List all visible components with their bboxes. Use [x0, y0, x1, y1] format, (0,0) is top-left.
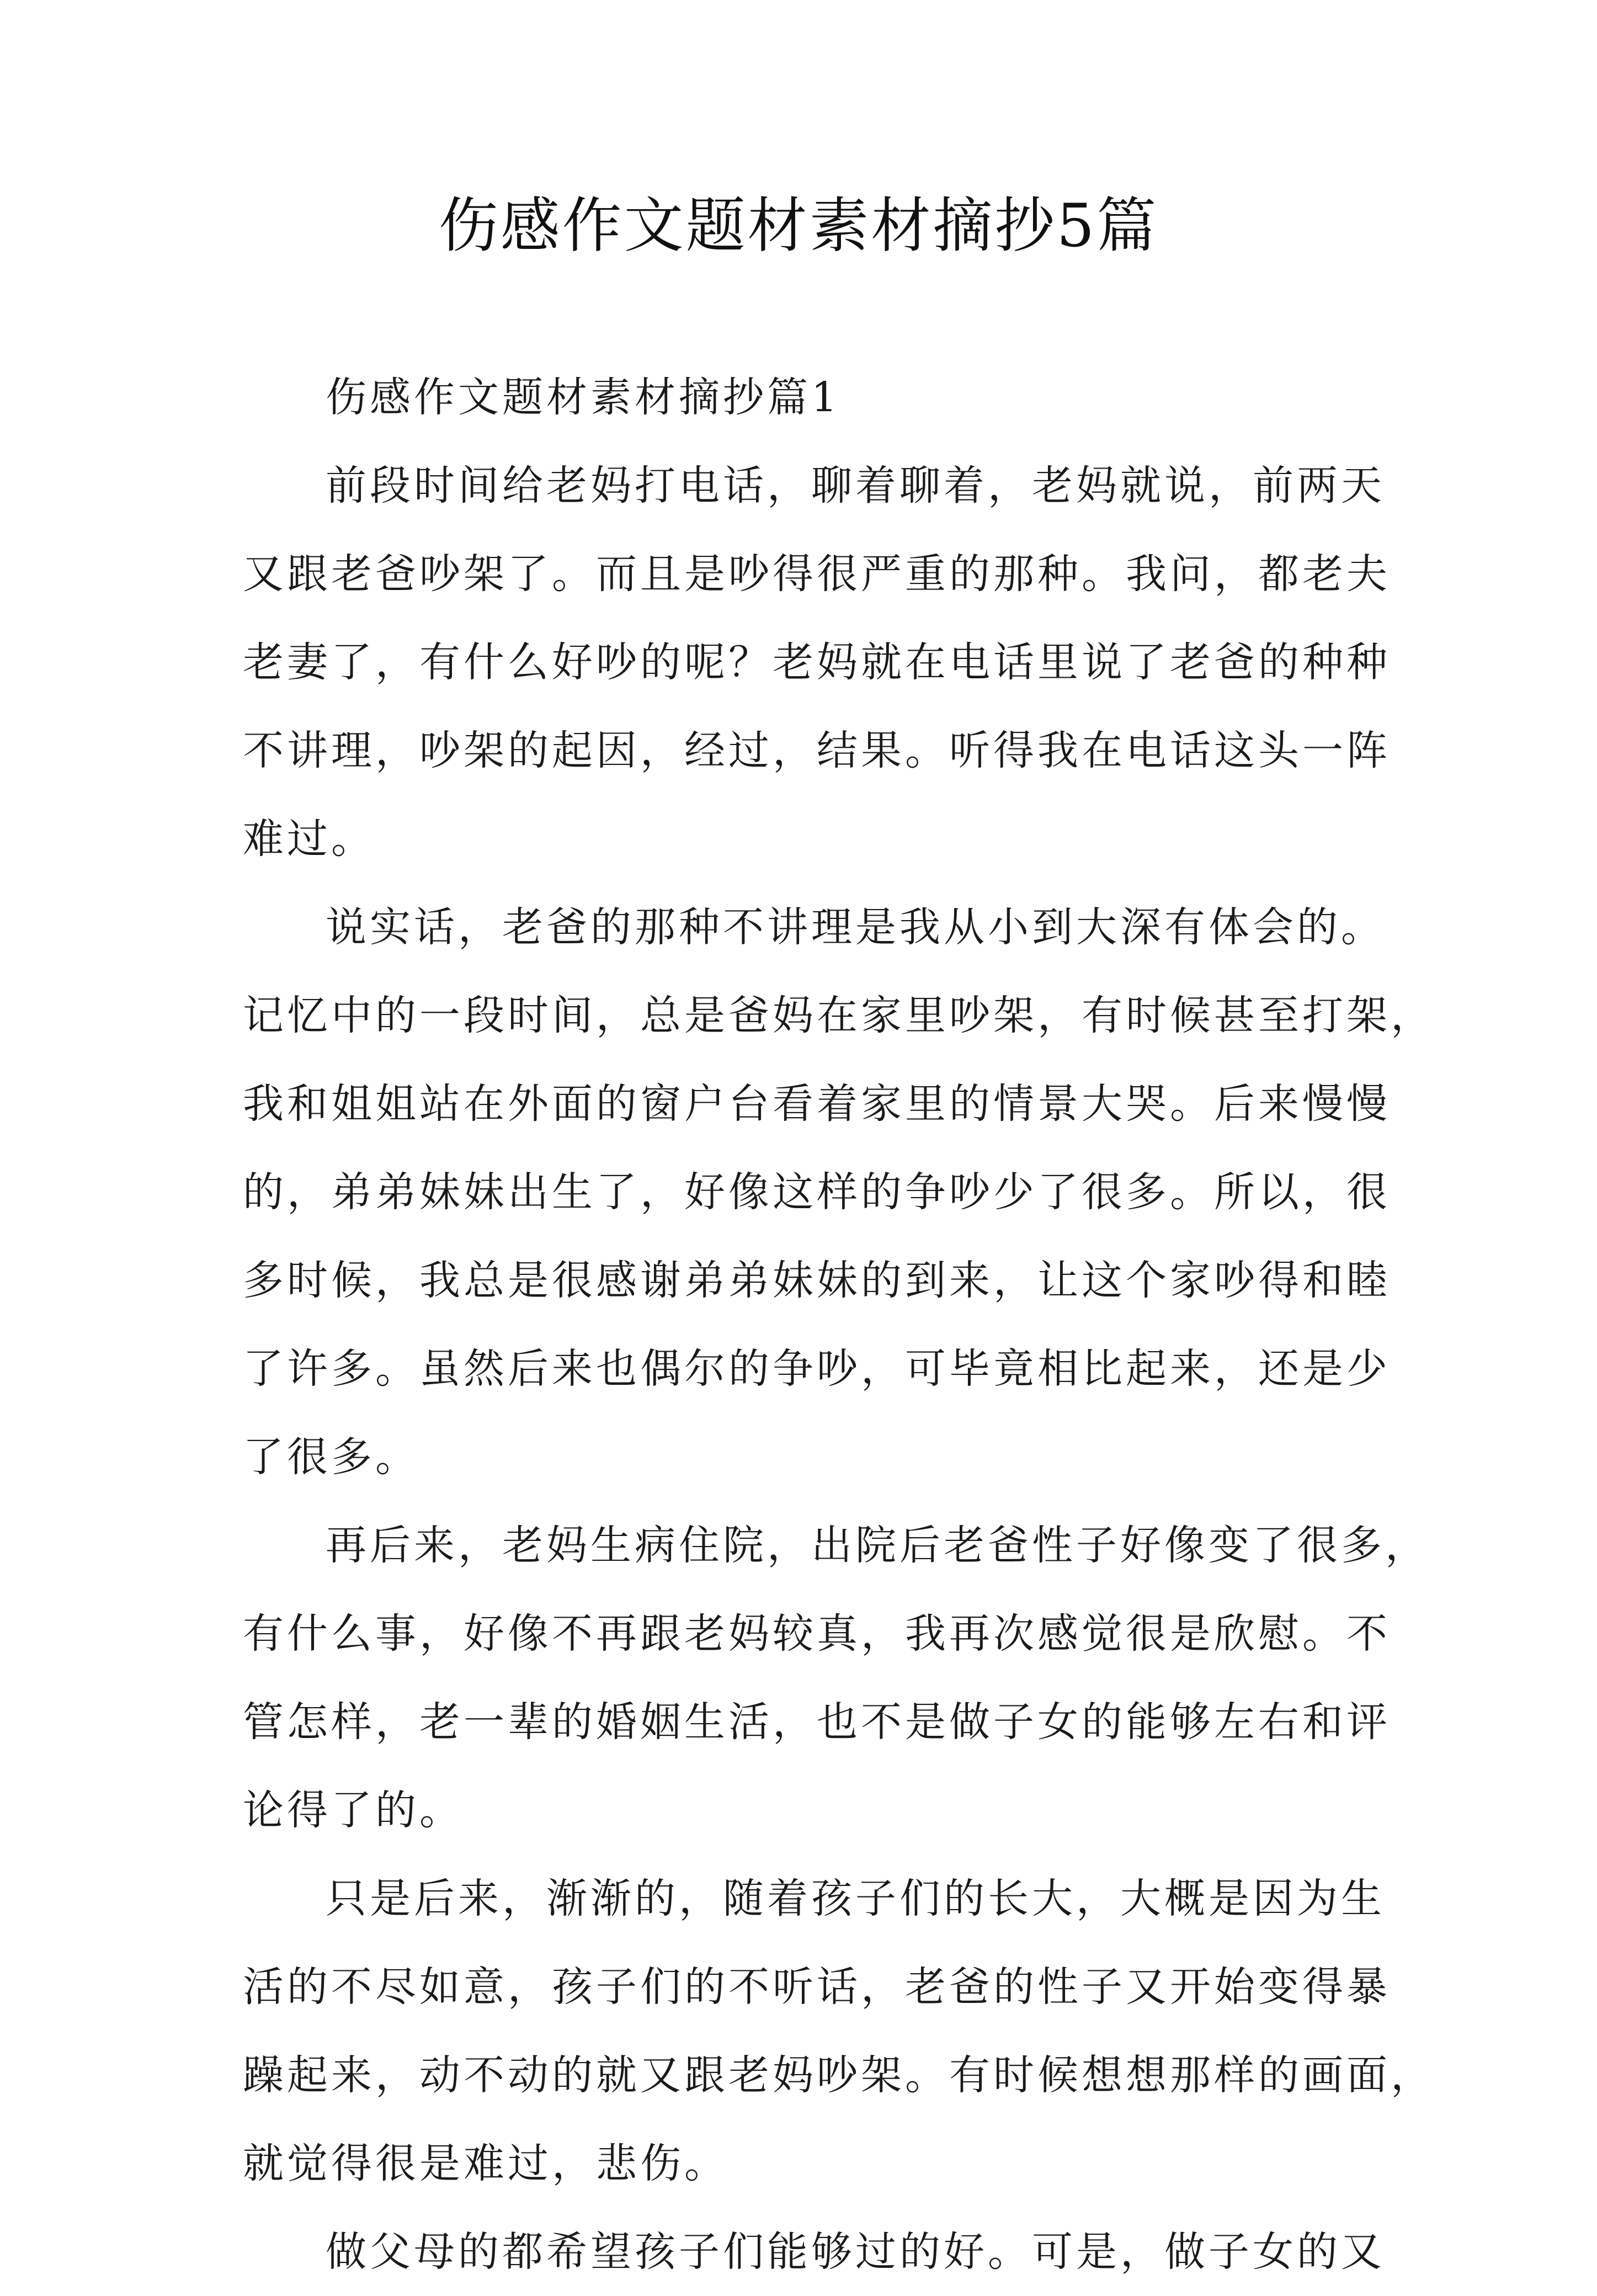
document-body: [243, 353, 1435, 2296]
document-title: 伤感作文题材素材摘抄5篇: [438, 192, 1159, 261]
paragraph-line: 难过。: [243, 815, 375, 863]
paragraph-line: 论得了的。: [243, 1787, 464, 1834]
paragraph-line: 了许多。虽然后来也偶尔的争吵，可毕竟相比起来，还是少: [243, 1345, 1391, 1393]
paragraph-line: 活的不尽如意，孩子们的不听话，老爸的性子又开始变得暴: [243, 1963, 1391, 2011]
paragraph-line: 多时候，我总是很感谢弟弟妹妹的到来，让这个家吵得和睦: [243, 1257, 1391, 1304]
paragraph-line: 不讲理，吵架的起因，经过，结果。听得我在电话这头一阵: [243, 727, 1391, 774]
paragraph-line: 就觉得很是难过，悲伤。: [243, 2140, 728, 2187]
paragraph-line: 管怎样，老一辈的婚姻生活，也不是做子女的能够左右和评: [243, 1698, 1391, 1746]
paragraph-line: 记忆中的一段时间，总是爸妈在家里吵架，有时候甚至打架，: [243, 992, 1435, 1039]
paragraph-line: 了很多。: [243, 1433, 419, 1481]
paragraph-line: 老妻了，有什么好吵的呢？老妈就在电话里说了老爸的种种: [243, 639, 1391, 686]
paragraph-line: 有什么事，好像不再跟老妈较真，我再次感觉很是欣慰。不: [243, 1610, 1391, 1657]
paragraph-line: 又跟老爸吵架了。而且是吵得很严重的那种。我问，都老夫: [243, 550, 1391, 598]
paragraph-line: 说实话，老爸的那种不讲理是我从小到大深有体会的。: [326, 903, 1385, 951]
paragraph-line: 做父母的都希望孩子们能够过的好。可是，做子女的又: [326, 2228, 1385, 2276]
paragraph-line: 只是后来，渐渐的，随着孩子们的长大，大概是因为生: [326, 1875, 1385, 1922]
paragraph-line: 前段时间给老妈打电话，聊着聊着，老妈就说，前两天: [326, 462, 1385, 509]
section-heading: 伤感作文题材素材摘抄篇1: [326, 374, 841, 421]
paragraph-line: 我和姐姐站在外面的窗户台看着家里的情景大哭。后来慢慢: [243, 1080, 1391, 1128]
paragraph-line: 再后来，老妈生病住院，出院后老爸性子好像变了很多，: [326, 1522, 1429, 1569]
paragraph-line: 的，弟弟妹妹出生了，好像这样的争吵少了很多。所以，很: [243, 1168, 1391, 1216]
paragraph-line: 躁起来，动不动的就又跟老妈吵架。有时候想想那样的画面，: [243, 2051, 1435, 2099]
